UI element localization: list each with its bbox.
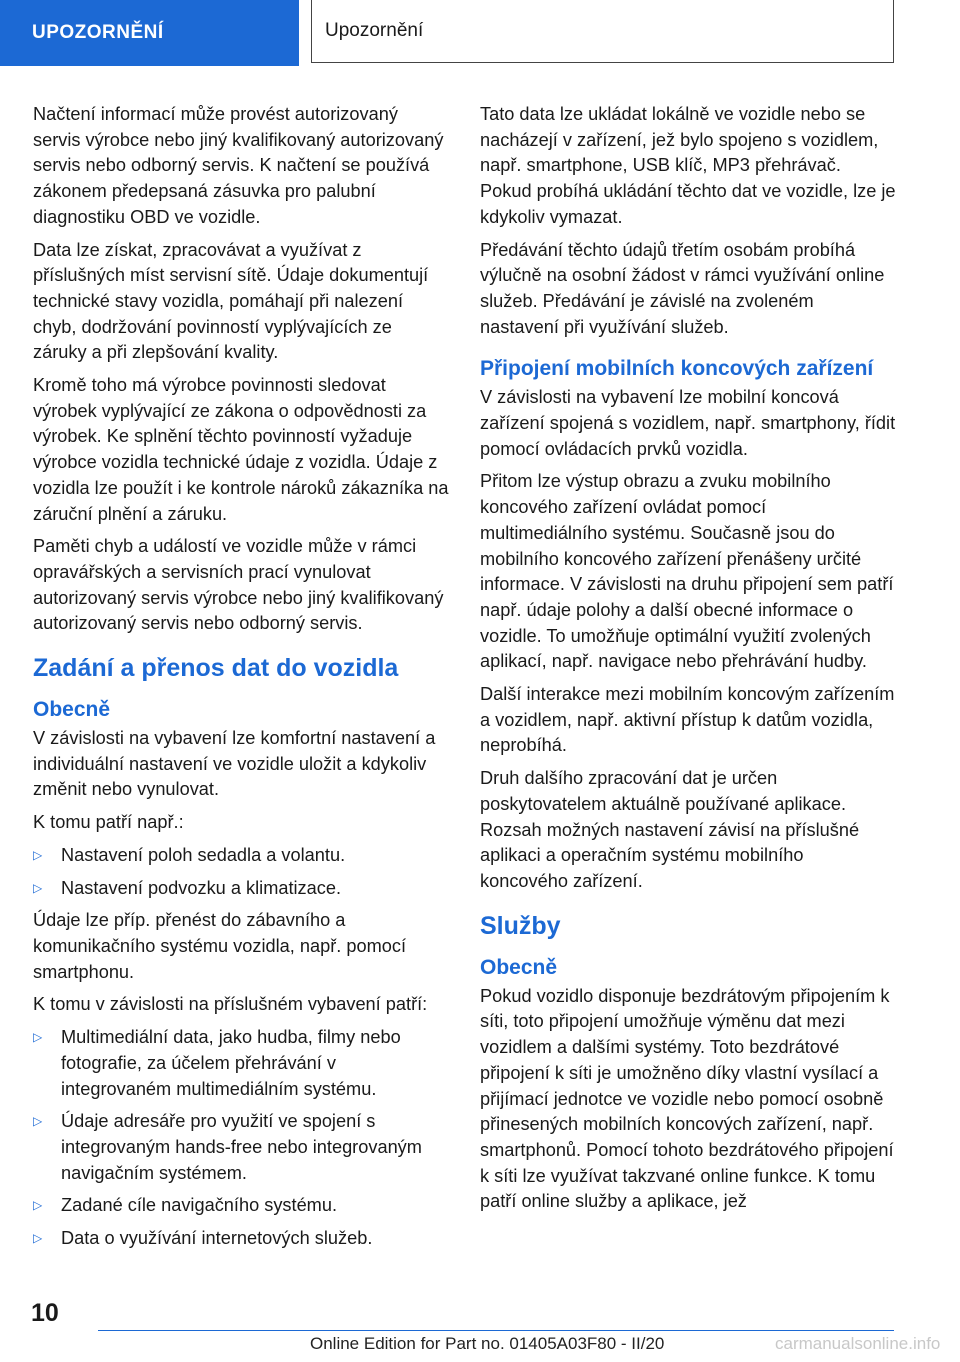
page-number: 10 xyxy=(31,1299,59,1327)
paragraph: V závislosti na vybavení lze mobilní koncová zařízení spojená s vozidlem, např. smartphony, řídit pomocí ovládacích prvků vozidla. xyxy=(480,387,896,459)
edition-footer: Online Edition for Part no. 01405A03F80 - II/20 xyxy=(310,1334,665,1353)
bullet-list xyxy=(33,843,449,901)
list-item: ▷ Data o využívání internetových služeb. xyxy=(33,1226,449,1252)
section-heading: Služby xyxy=(480,911,561,940)
list-item: ▷ Nastavení poloh sedadla a volantu. xyxy=(33,843,449,869)
section-heading: Zadání a přenos dat do vozidla xyxy=(33,654,399,683)
subsection-heading: Připojení mobilních koncových zařízení xyxy=(480,357,874,381)
paragraph: K tomu v závislosti na příslušném vybavení patří: xyxy=(33,994,428,1015)
triangle-right-icon: ▷ xyxy=(33,1114,43,1129)
paragraph: Další interakce mezi mobilním koncovým zařízením a vozidlem, např. aktivní přístup k datům vozidla, neprobíhá. xyxy=(480,684,895,756)
right-column xyxy=(480,102,896,1222)
paragraph: K tomu patří např.: xyxy=(33,812,184,833)
list-item: ▷ Údaje adresáře pro využití ve spojení s integrovaným hands-free nebo integrovaným navigačním systémem. xyxy=(33,1111,422,1183)
paragraph: Předávání těchto údajů třetím osobám probíhá výlučně na osobní žádost v rámci využívání online služeb. Předávání je závislé na zvoleném nastavení při využívání služeb. xyxy=(480,239,885,337)
section-tab: UPOZORNĚNÍ xyxy=(0,0,299,66)
list-item: ▷ Multimediální data, jako hudba, filmy nebo fotografie, za účelem přehrávání v integrovaném multimediálním systému. xyxy=(33,1027,401,1099)
paragraph: Paměti chyb a událostí ve vozidle může v rámci opravářských a servisních prací vynulovat autorizovaný servis výrobce nebo jiný kvalifikovaný autorizovaný servis nebo odborný servis. xyxy=(33,536,444,634)
triangle-right-icon: ▷ xyxy=(33,880,43,895)
bullet-list xyxy=(33,1025,449,1252)
watermark: carmanualsonline.info xyxy=(775,1334,941,1353)
subsection-heading: Obecně xyxy=(480,955,558,979)
paragraph: Druh dalšího zpracování dat je určen poskytovatelem aktuálně používané aplikace. Rozsah možných nastavení závisí na příslušné aplikaci a operačním systému mobilního koncového zařízení. xyxy=(480,768,860,891)
list-item: ▷ Nastavení podvozku a klimatizace. xyxy=(33,876,449,902)
paragraph: Načtení informací může provést autorizovaný servis výrobce nebo jiný kvalifikovaný autorizovaný servis nebo odborný servis. K načtení se používá zákonem předepsaná zásuvka pro palubní diagnostiku OBD ve vozidle. xyxy=(33,104,444,227)
list-item: ▷ Zadané cíle navigačního systému. xyxy=(33,1193,449,1219)
paragraph: Kromě toho má výrobce povinnosti sledovat výrobek vyplývající ze zákona o odpovědnosti za výrobek. Ke splnění těchto povinností vyžaduje výrobce vozidla technické údaje z vozidla. Údaje z vozidla lze použít i ke kontrole nároků zákazníka na záruční plnění a záruku. xyxy=(33,375,449,524)
footer-divider xyxy=(98,1330,894,1331)
paragraph: Data lze získat, zpracovávat a využívat z příslušných míst servisní sítě. Údaje dokumentují technické stavy vozidla, pomáhají při nalezení chyb, dodržování povinností vyplývajících ze záruky a při zlepšování kvality. xyxy=(33,239,429,363)
left-column xyxy=(33,102,449,1259)
triangle-right-icon: ▷ xyxy=(33,1198,43,1213)
paragraph: Pokud vozidlo disponuje bezdrátovým připojením k síti, toto připojení umožňuje výměnu dat mezi vozidlem a dalšími systémy. Toto bezdrátové připojení k síti je umožněno díky vlastní vysílací a přijímací jednotce ve vozidle nebo pomocí osobně přinesených mobilních koncových zařízení, např. smartphonů. Pomocí tohoto bezdrátového připojení k síti lze využívat takzvané online funkce. K tomu patří online služby a aplikace, jež xyxy=(480,985,894,1212)
paragraph: Přitom lze výstup obrazu a zvuku mobilního koncového zařízení ovládat pomocí multimediálního systému. Současně jsou do mobilního koncového zařízení přenášeny určité informace. V závislosti na druhu připojení sem patří např. údaje polohy a další obecné informace o vozidle. To umožňuje optimální využití zvolených aplikací, např. navigace nebo přehrávání hudby. xyxy=(480,471,894,672)
page-title: Upozornění xyxy=(311,0,894,63)
paragraph: V závislosti na vybavení lze komfortní nastavení a individuální nastavení ve vozidle uložit a kdykoliv změnit nebo vynulovat. xyxy=(33,728,436,800)
paragraph: Tato data lze ukládat lokálně ve vozidle nebo se nacházejí v zařízení, jež bylo spojeno s vozidlem, např. smartphone, USB klíč, MP3 přehrávač. Pokud probíhá ukládání těchto dat ve vozidle, lze je kdykoliv vymazat. xyxy=(480,104,896,227)
subsection-heading: Obecně xyxy=(33,698,111,722)
triangle-right-icon: ▷ xyxy=(33,847,43,862)
paragraph: Údaje lze příp. přenést do zábavního a komunikačního systému vozidla, např. pomocí smartphonu. xyxy=(33,910,407,982)
triangle-right-icon: ▷ xyxy=(33,1231,43,1246)
triangle-right-icon: ▷ xyxy=(33,1030,43,1045)
